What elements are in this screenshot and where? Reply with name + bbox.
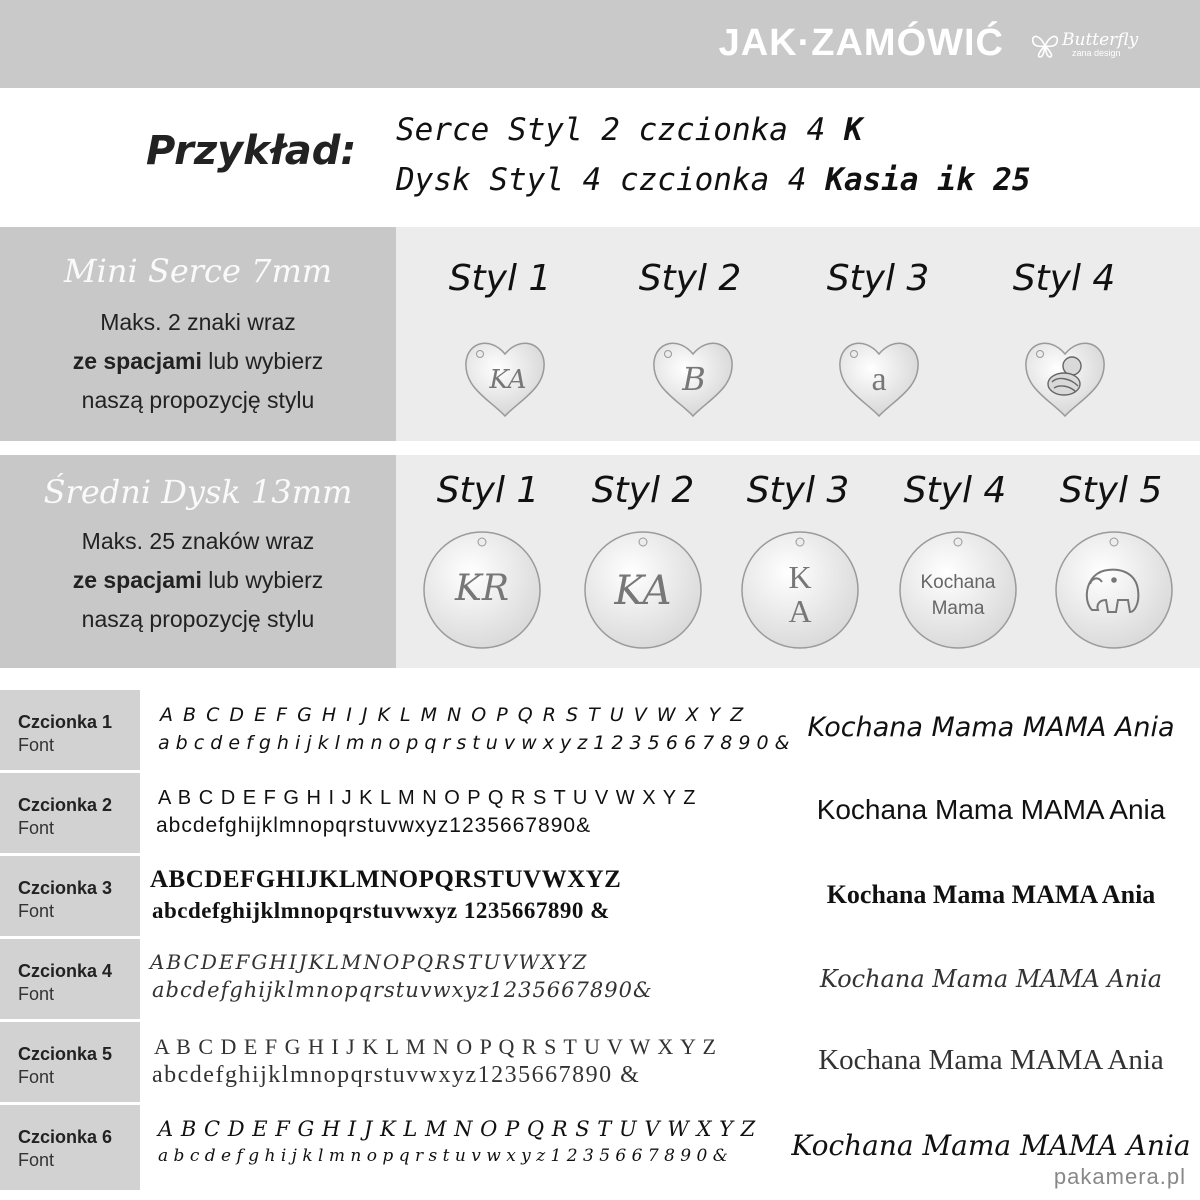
- font-row-4-uppercase: ABCDEFGHIJKLMNOPQRSTUVWXYZ: [150, 950, 589, 974]
- heart-charm-2-text: B: [682, 360, 706, 398]
- font-row-3-sub: Font: [18, 901, 55, 921]
- font-row-3-uppercase: ABCDEFGHIJKLMNOPQRSTUVWXYZ: [150, 866, 622, 893]
- font-row-3-sample: Kochana Mama MAMA Ania: [826, 880, 1156, 909]
- example-line-1-value: K: [843, 112, 863, 148]
- example-line-2-prefix: Dysk Styl 4 czcionka 4: [396, 162, 807, 198]
- font-row-1-alphabet-cell: [142, 690, 778, 770]
- heart-charm-style-3: [834, 332, 924, 420]
- sredni-dysk-desc-rest: lub wybierz: [201, 567, 324, 593]
- heart-charm-style-1: [460, 332, 550, 420]
- font-row-2-name: Czcionka 2: [18, 795, 113, 815]
- font-row-2-sub: Font: [18, 818, 55, 838]
- font-row-1-sub: Font: [18, 735, 55, 755]
- disc-charm-style-2: [581, 528, 705, 652]
- disc-charm-4-text-bottom: Mama: [931, 598, 985, 619]
- font-row-6-sub: Font: [18, 1150, 55, 1170]
- page-title: JAK·ZAMÓWIĆ: [718, 22, 1004, 64]
- mini-serce-desc-rest: lub wybierz: [201, 348, 324, 374]
- example-line-1: [396, 112, 863, 148]
- font-row-1-uppercase: A B C D E F G H I J K L M N O P Q R S T U V W X Y Z: [160, 704, 746, 726]
- sredni-dysk-style-5-label: Styl 5: [1059, 470, 1163, 511]
- font-row-5-sub: Font: [18, 1067, 55, 1087]
- font-row-6-uppercase: A B C D E F G H I J K L M N O P Q R S T U V W X Y Z: [158, 1117, 756, 1141]
- sredni-dysk-desc-line-2: [0, 561, 396, 600]
- font-row-1-lowercase: a b c d e f g h i j k l m n o p q r s t u v w x y z 1 2 3 5 6 6 7 8 9 0 &: [158, 732, 790, 754]
- font-row-3-lowercase: abcdefghijklmnopqrstuvwxyz 1235667890 &: [152, 898, 610, 923]
- brand-subtitle: zana design: [1072, 48, 1121, 58]
- mini-serce-style-3-label: Styl 3: [826, 258, 930, 299]
- brand-logo: [1030, 30, 1160, 64]
- font-row-5-uppercase: A B C D E F G H I J K L M N O P Q R S T U V W X Y Z: [154, 1034, 717, 1059]
- sredni-dysk-title: Średni Dysk 13mm: [43, 473, 353, 511]
- font-row-5-sample: Kochana Mama MAMA Ania: [818, 1044, 1164, 1076]
- header-bar: [0, 0, 1200, 88]
- heart-charm-3-text: a: [871, 361, 887, 398]
- mini-serce-desc-bold: ze spacjami: [72, 348, 202, 374]
- font-row-2-sample: Kochana Mama MAMA Ania: [816, 794, 1166, 825]
- font-row-6-sample: Kochana Mama MAMA Ania: [791, 1129, 1191, 1162]
- example-line-1-prefix: Serce Styl 2 czcionka 4: [396, 112, 826, 148]
- disc-charm-style-4: [896, 528, 1020, 652]
- disc-charm-style-5: [1052, 528, 1176, 652]
- mini-serce-style-4-label: Styl 4: [1012, 258, 1116, 299]
- disc-charm-2-text: KA: [614, 568, 672, 614]
- mini-serce-description: [0, 303, 396, 420]
- font-row-5-lowercase: abcdefghijklmnopqrstuvwxyz1235667890 &: [152, 1062, 641, 1088]
- mini-serce-desc-line-3: naszą propozycję stylu: [81, 387, 315, 413]
- sredni-dysk-style-2-label: Styl 2: [591, 470, 695, 511]
- sredni-dysk-style-1-label: Styl 1: [436, 470, 540, 511]
- brand-name: Butterfly: [1062, 30, 1139, 50]
- font-row-2-alphabet-cell: [142, 773, 778, 853]
- disc-charm-1-text: KR: [455, 568, 509, 609]
- disc-charm-style-3: [738, 528, 862, 652]
- heart-charm-style-4: [1020, 332, 1110, 420]
- font-row-1-sample: Kochana Mama MAMA Ania: [807, 712, 1175, 743]
- mini-serce-style-1-label: Styl 1: [448, 258, 552, 299]
- font-row-4-sub: Font: [18, 984, 55, 1004]
- sredni-dysk-description: [0, 522, 396, 639]
- example-line-2-value: Kasia ik 25: [825, 162, 1031, 198]
- sredni-dysk-desc-line-1: Maks. 25 znaków wraz: [81, 528, 315, 554]
- font-row-6-name: Czcionka 6: [18, 1127, 113, 1147]
- mini-serce-desc-line-2: [0, 342, 396, 381]
- font-row-4-name: Czcionka 4: [18, 961, 113, 981]
- example-line-2: [396, 162, 1031, 198]
- butterfly-icon: [1030, 32, 1060, 60]
- font-row-5-name: Czcionka 5: [18, 1044, 113, 1064]
- watermark: pakamera.pl: [1053, 1164, 1186, 1189]
- disc-charm-style-1: [420, 528, 544, 652]
- font-row-2-uppercase: A B C D E F G H I J K L M N O P Q R S T U V W X Y Z: [158, 787, 697, 809]
- heart-charm-1-text: KA: [489, 365, 527, 395]
- sredni-dysk-desc-line-3: naszą propozycję stylu: [81, 606, 315, 632]
- disc-charm-3-text-top: K: [788, 559, 812, 595]
- sredni-dysk-style-4-label: Styl 4: [903, 470, 1007, 511]
- font-row-3-name: Czcionka 3: [18, 878, 113, 898]
- disc-charm-3-text-bottom: A: [788, 593, 812, 629]
- mini-serce-desc-line-1: Maks. 2 znaki wraz: [100, 309, 296, 335]
- example-label: Przykład:: [146, 128, 357, 174]
- font-row-4-lowercase: abcdefghijklmnopqrstuvwxyz1235667890&: [152, 978, 653, 1002]
- font-row-2-lowercase: abcdefghijklmnopqrstuvwxyz1235667890&: [156, 814, 592, 837]
- mini-serce-style-2-label: Styl 2: [638, 258, 742, 299]
- sredni-dysk-desc-bold: ze spacjami: [72, 567, 202, 593]
- font-row-1-name: Czcionka 1: [18, 712, 113, 732]
- font-row-6-lowercase: a b c d e f g h i j k l m n o p q r s t u v w x y z 1 2 3 5 6 6 7 8 9 0 &: [158, 1146, 728, 1166]
- font-row-4-sample: Kochana Mama MAMA Ania: [819, 965, 1163, 993]
- heart-charm-style-2: [648, 332, 738, 420]
- sredni-dysk-style-3-label: Styl 3: [746, 470, 850, 511]
- disc-charm-4-text-top: Kochana: [920, 572, 996, 593]
- mini-serce-title: Mini Serce 7mm: [63, 252, 333, 290]
